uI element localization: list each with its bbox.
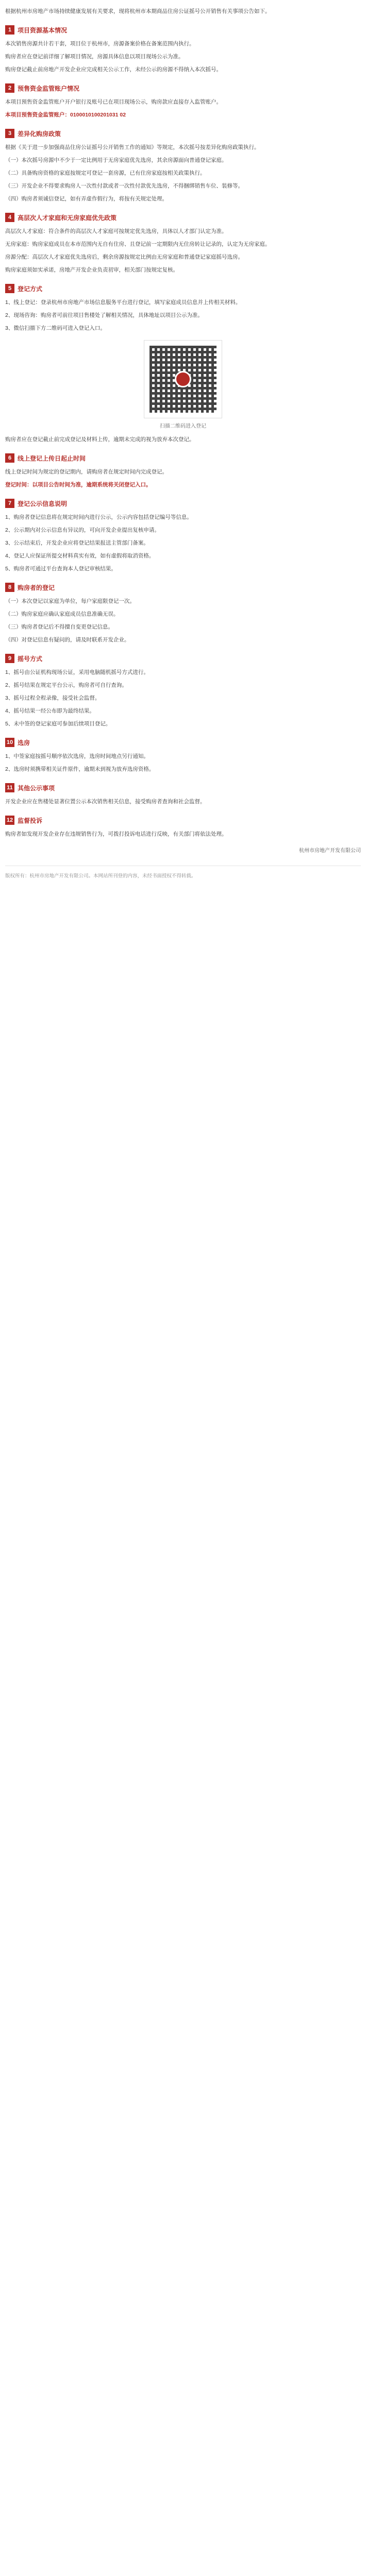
section-title: 登记方式 bbox=[18, 285, 43, 293]
section-title: 登记公示信息说明 bbox=[18, 500, 68, 507]
paragraph: 5、未中签的登记家庭可参加后续项目登记。 bbox=[5, 721, 111, 727]
section-header-2 bbox=[5, 83, 361, 93]
intro-paragraph: 根据杭州市房地产市场持续健康发展有关要求，现将杭州市本期商品住房公证摇号公开销售有关事项公告如下。 bbox=[5, 8, 271, 14]
section-number: 4 bbox=[5, 213, 14, 222]
section-title: 预售资金监管账户情况 bbox=[18, 84, 80, 92]
paragraph: （一）本次摇号房源中不少于一定比例用于无房家庭优先选房，其余房源面向普通登记家庭。 bbox=[5, 157, 227, 163]
paragraph: 1、线上登记：登录杭州市房地产市场信息服务平台进行登记，填写家庭成员信息并上传相关材料。 bbox=[5, 299, 241, 306]
section-header-1 bbox=[5, 25, 361, 35]
qr-code[interactable] bbox=[144, 340, 222, 418]
section-number: 11 bbox=[5, 783, 14, 792]
section-header-5 bbox=[5, 284, 361, 293]
paragraph: 购房登记截止前房地产开发企业应完成相关公示工作，未经公示的房源不得纳入本次摇号。 bbox=[5, 66, 222, 73]
paragraph: 开发企业应在售楼处显著位置公示本次销售相关信息，接受购房者查询和社会监督。 bbox=[5, 799, 206, 805]
qr-code-block bbox=[5, 340, 361, 429]
paragraph: （一）本次登记以家庭为单位，每户家庭限登记一次。 bbox=[5, 598, 135, 604]
section-title: 差异化购房政策 bbox=[18, 130, 61, 138]
paragraph: 2、公示期内对公示信息有异议的，可向开发企业提出复核申请。 bbox=[5, 527, 160, 533]
paragraph: 购房家庭须如实承诺，房地产开发企业负责初审，相关部门按规定复核。 bbox=[5, 267, 178, 273]
section-number: 9 bbox=[5, 654, 14, 663]
section-header-11 bbox=[5, 783, 361, 792]
paragraph: 无房家庭：购房家庭成员在本市范围内无自有住房、且登记前一定期限内无住房转让记录的，认定为无房家庭。 bbox=[5, 241, 271, 247]
qr-caption: 扫描二维码进入登记 bbox=[160, 423, 206, 429]
paragraph: 2、摇号结果在规定平台公示，购房者可自行查询。 bbox=[5, 682, 127, 688]
section-number: 7 bbox=[5, 499, 14, 508]
paragraph: 根据《关于进一步加强商品住房公证摇号公开销售工作的通知》等规定，本次摇号按差异化购房政策执行。 bbox=[5, 144, 260, 150]
paragraph: 房源分配：高层次人才家庭优先选房后，剩余房源按规定比例由无房家庭和普通登记家庭摇号选房。 bbox=[5, 254, 243, 260]
paragraph: 3、微信扫描下方二维码可进入登记入口。 bbox=[5, 325, 106, 331]
qr-logo-icon bbox=[175, 371, 191, 387]
section-number: 8 bbox=[5, 583, 14, 592]
footer-company: 杭州市房地产开发有限公司 bbox=[299, 848, 361, 854]
paragraph: 3、摇号过程全程录像，接受社会监督。 bbox=[5, 695, 101, 701]
paragraph: 线上登记时间为规定的登记期内，请购房者在规定时间内完成登记。 bbox=[5, 469, 168, 475]
account-number: 本项目预售资金监管账户：0100010100201031 02 bbox=[5, 112, 126, 118]
paragraph: 1、中签家庭按摇号顺序依次选房，选房时间地点另行通知。 bbox=[5, 753, 149, 759]
paragraph: 1、购房者登记信息将在规定时间内进行公示，公示内容包括登记编号等信息。 bbox=[5, 514, 192, 520]
paragraph: 4、摇号结果一经公布即为最终结果。 bbox=[5, 708, 95, 714]
section-title: 监督投诉 bbox=[18, 817, 43, 824]
section-header-6 bbox=[5, 453, 361, 463]
section-title: 摇号方式 bbox=[18, 655, 43, 663]
section-title: 高层次人才家庭和无房家庭优先政策 bbox=[18, 214, 117, 222]
section-header-10 bbox=[5, 738, 361, 747]
section-number: 12 bbox=[5, 816, 14, 825]
section-title: 购房者的登记 bbox=[18, 584, 55, 591]
section-number: 10 bbox=[5, 738, 14, 747]
section-number: 2 bbox=[5, 83, 14, 93]
paragraph: （二）购房家庭应确认家庭成员信息准确无误。 bbox=[5, 611, 119, 617]
section-header-12 bbox=[5, 816, 361, 825]
section-header-3 bbox=[5, 129, 361, 138]
section-title: 线上登记上传日起止时间 bbox=[18, 454, 86, 462]
paragraph: （四）购房者须诚信登记，如有弄虚作假行为，将按有关规定处理。 bbox=[5, 196, 168, 202]
paragraph: （四）对登记信息有疑问的，请及时联系开发企业。 bbox=[5, 637, 130, 643]
section-number: 5 bbox=[5, 284, 14, 293]
section-header-9 bbox=[5, 654, 361, 663]
section-title: 其他公示事项 bbox=[18, 784, 55, 792]
announcement-page bbox=[5, 0, 361, 885]
section-number: 3 bbox=[5, 129, 14, 138]
copyright-notice: 版权所有：杭州市房地产开发有限公司。本网站所刊登的内容，未经书面授权不得转载。 bbox=[5, 866, 361, 880]
registration-time: 登记时间：以项目公告时间为准，逾期系统将关闭登记入口。 bbox=[5, 482, 152, 488]
section-title: 项目资源基本情况 bbox=[18, 26, 68, 34]
paragraph: （三）购房者登记后不得擅自变更登记信息。 bbox=[5, 624, 113, 630]
paragraph: 购房者如发现开发企业存在违规销售行为，可拨打投诉电话进行反映，有关部门将依法处理。 bbox=[5, 831, 227, 837]
signature-block bbox=[5, 847, 361, 855]
section-number: 6 bbox=[5, 453, 14, 463]
section-header-7 bbox=[5, 499, 361, 508]
paragraph: 5、购房者可通过平台查询本人登记审核结果。 bbox=[5, 566, 117, 572]
paragraph: 本次销售房源共计若干套，项目位于杭州市，房源备案价格在备案范围内执行。 bbox=[5, 41, 195, 47]
paragraph: （二）具备购房资格的家庭按规定可登记一套房源，已有住房家庭按相关政策执行。 bbox=[5, 170, 206, 176]
paragraph: 购房者应在登记截止前完成登记及材料上传，逾期未完成的视为放弃本次登记。 bbox=[5, 436, 195, 443]
paragraph: （三）开发企业不得要求购房人一次性付款或者一次性付款优先选房，不得捆绑销售车位、装修等。 bbox=[5, 183, 243, 189]
section-number: 1 bbox=[5, 25, 14, 35]
paragraph: 高层次人才家庭：符合条件的高层次人才家庭可按规定优先选房，具体以人才部门认定为准。 bbox=[5, 228, 227, 234]
paragraph: 2、现场咨询：购房者可前往项目售楼处了解相关情况，具体地址以项目公示为准。 bbox=[5, 312, 203, 318]
paragraph: 本项目预售资金监管账户开户银行及账号已在项目现场公示，购房款应直接存入监管账户。 bbox=[5, 99, 222, 105]
paragraph: 1、摇号由公证机构现场公证，采用电脑随机摇号方式进行。 bbox=[5, 669, 149, 675]
section-header-4 bbox=[5, 213, 361, 222]
paragraph: 购房者应在登记前详细了解项目情况，房源具体信息以项目现场公示为准。 bbox=[5, 54, 184, 60]
paragraph: 4、登记人应保证所提交材料真实有效，如有虚假将取消资格。 bbox=[5, 553, 155, 559]
paragraph: 2、选房时须携带相关证件原件，逾期未到视为放弃选房资格。 bbox=[5, 766, 155, 772]
section-header-8 bbox=[5, 583, 361, 592]
section-title: 选房 bbox=[18, 739, 30, 747]
paragraph: 3、公示结束后，开发企业应将登记结果报送主管部门备案。 bbox=[5, 540, 149, 546]
